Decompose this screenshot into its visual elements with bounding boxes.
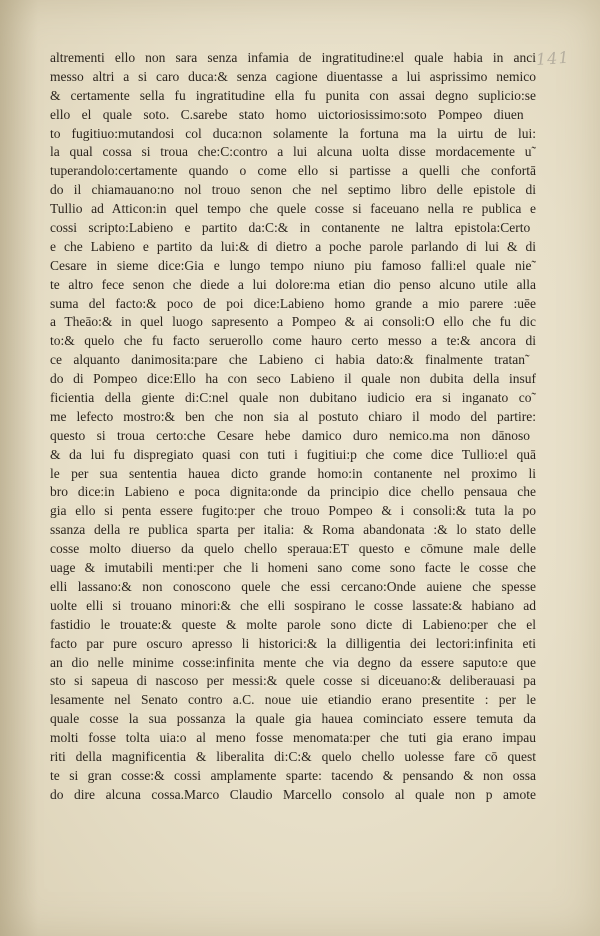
text-line — [50, 200, 536, 219]
text-line-content: ello el quale soto. C.sarebe stato homo uictoriosissimo:soto Pompeo diuen — [50, 106, 524, 122]
text-line — [50, 143, 536, 162]
text-block — [50, 49, 536, 805]
text-line-content: gia ello si penta essere fugito:per che trouo Pompeo & i consoli:& tuta la po — [50, 503, 536, 519]
text-line — [50, 578, 536, 597]
text-line-content: tuperandolo:certamente quando o come ello si partisse a quelli che confortā — [50, 163, 536, 179]
text-line — [50, 351, 536, 370]
text-line — [50, 616, 536, 635]
text-line-content: Tullio ad Atticon:in quel tempo che quele cosse si faceuano nella re publica e — [50, 201, 536, 217]
text-line-content: lesamente nel Senato contro a.C. noue uie etiandio erano presentite : per le — [50, 692, 536, 708]
text-line — [50, 408, 536, 427]
text-line — [50, 313, 536, 332]
text-line-content: ficientia della giente di:C:nel quale non dubitano iudicio era si inganato co˜ — [50, 390, 536, 406]
text-line-content: facto par pure oscuro apresso li historici:& la dilligentia dei lectori:infinita eti — [50, 635, 536, 651]
text-line — [50, 49, 536, 68]
text-line — [50, 767, 536, 786]
text-line-content: la qual cossa si troua che:C:contro a lui alcuna uolta disse mordacemente u˜ — [50, 144, 536, 160]
text-line — [50, 597, 536, 616]
text-line — [50, 389, 536, 408]
text-line — [50, 87, 536, 106]
text-line — [50, 68, 536, 87]
text-line-content: uage & imutabili menti:per che li homeni sano come sono facte le cosse che — [50, 560, 536, 576]
text-line-content: & da lui fu dispregiato quasi con tuti i fugitiui:p che come dice Tullio:el quā — [50, 446, 536, 462]
text-line-content: & certamente sella fu ingratitudine ella fu punita con assai degno suplicio:se — [50, 87, 536, 103]
text-line-content: altrementi ello non sara senza infamia de ingratitudine:el quale habia in anci — [50, 50, 536, 65]
text-line-content: to:& quelo che fu facto seruerollo come hauro certo messo a te:& ancora di — [50, 333, 536, 349]
text-line — [50, 654, 536, 673]
text-line-content: do dire alcuna cossa.Marco Claudio Marcello consolo al quale non p amote — [50, 786, 536, 802]
text-line — [50, 502, 536, 521]
text-line-content: molti fosse tolta uia:o al meno fosse menomata:per che tuti gia erano impau — [50, 730, 536, 746]
text-line-content: elli lassano:& non conoscono quele che essi cercano:Onde auiene che spesse — [50, 578, 536, 594]
text-line-content: a Theāo:& in quel luogo sapresento a Pompeo & ai consoli:O ello che fu dic — [50, 314, 536, 330]
pencil-folio-number: 141 — [535, 47, 571, 69]
text-line-content: quale cosse la sua possanza la quale gia hauea cominciato essere temuta da — [50, 711, 536, 727]
text-line — [50, 521, 536, 540]
text-line — [50, 162, 536, 181]
text-line-content: do il chiamauano:no nol trouo senon che nel septimo libro delle epistole di — [50, 182, 536, 198]
text-line — [50, 276, 536, 295]
text-line-content: cosse molto diuerso da quelo chello speraua:ET questo e cōmune male delle — [50, 541, 536, 557]
text-line-content: ssanza della re publica sparta per italia: & Roma abandonata :& lo stato delle — [50, 522, 536, 538]
text-line — [50, 181, 536, 200]
text-line-content: e che Labieno e partito da lui:& di dietro a poche parole parlando di lui & di — [50, 238, 536, 254]
text-line-content: do di Pompeo dice:Ello ha con seco Labieno il quale non dubita della insuf — [50, 371, 536, 387]
text-line-content: bro dice:in Labieno e poca dignita:onde da principio dice chello pensaua che — [50, 484, 536, 500]
text-line-content: an dio nelle minime cosse:infinita mente che via degno da essere saputo:e que — [50, 654, 536, 670]
text-line-content: suma del facto:& poco de poi dice:Labieno homo grande a mio parere :uēe — [50, 295, 536, 311]
text-line — [50, 446, 536, 465]
text-line-content: ce alquanto danimosita:pare che Labieno ci habia dato:& finalmente tratan˜ — [50, 352, 530, 368]
text-line — [50, 710, 536, 729]
text-line-content: questo si troua certo:che Cesare hebe damico duro nemico.ma non dānoso — [50, 427, 530, 443]
text-line-content: sto si sapeua di nascoso per messi:& quele cosse si diceuano:& deliberauasi pa — [50, 673, 536, 689]
text-line — [50, 729, 536, 748]
text-line — [50, 748, 536, 767]
text-line-content: me lefecto mostro:& ben che non sia al postuto chiaro il modo del partire: — [50, 408, 536, 424]
text-line — [50, 238, 536, 257]
text-line-content: uolte elli si trouano minori:& che elli sospirano le cosse lassate:& habiano ad — [50, 597, 536, 613]
text-line — [50, 691, 536, 710]
text-line-content: fastidio le trouate:& queste & molte parole sono dicte di Labieno:per che el — [50, 616, 536, 632]
text-line — [50, 672, 536, 691]
text-line — [50, 106, 536, 125]
text-line-content: messo altri a si caro duca:& senza cagione diuentasse a lui asprissimo nemico — [50, 68, 536, 84]
binding-shadow — [0, 0, 38, 936]
text-line — [50, 257, 536, 276]
text-line — [50, 635, 536, 654]
text-line — [50, 465, 536, 484]
text-line-content: te si gran cosse:& cossi amplamente sparte: tacendo & pensando & non ossa — [50, 767, 536, 783]
text-line — [50, 295, 536, 314]
text-line — [50, 219, 536, 238]
text-line — [50, 427, 536, 446]
text-line-content: Cesare in sieme dice:Gia e lungo tempo niuno piu famoso falli:el quale nie˜ — [50, 257, 536, 273]
text-line — [50, 540, 536, 559]
text-line — [50, 483, 536, 502]
text-line-content: riti della magnificentia & liberalita di:C:& quelo chello uolesse fare cō quest — [50, 748, 536, 764]
text-line — [50, 786, 536, 805]
text-line-content: to fugitiuo:mutandosi col duca:non solamente la fortuna ma la uirtu de lui: — [50, 125, 536, 141]
text-line-content: cossi scripto:Labieno e partito da:C:& in contanente ne laltra epistola:Certo — [50, 220, 531, 236]
text-line — [50, 332, 536, 351]
text-line — [50, 559, 536, 578]
text-line-content: le per sua sententia hauea dicto grande homo:in contanente nel proximo li — [50, 465, 536, 481]
text-line — [50, 125, 536, 144]
text-line — [50, 370, 536, 389]
text-line-content: te altro fece senon che diede a lui dolore:ma etian dio penso alcuno utile alla — [50, 276, 536, 292]
